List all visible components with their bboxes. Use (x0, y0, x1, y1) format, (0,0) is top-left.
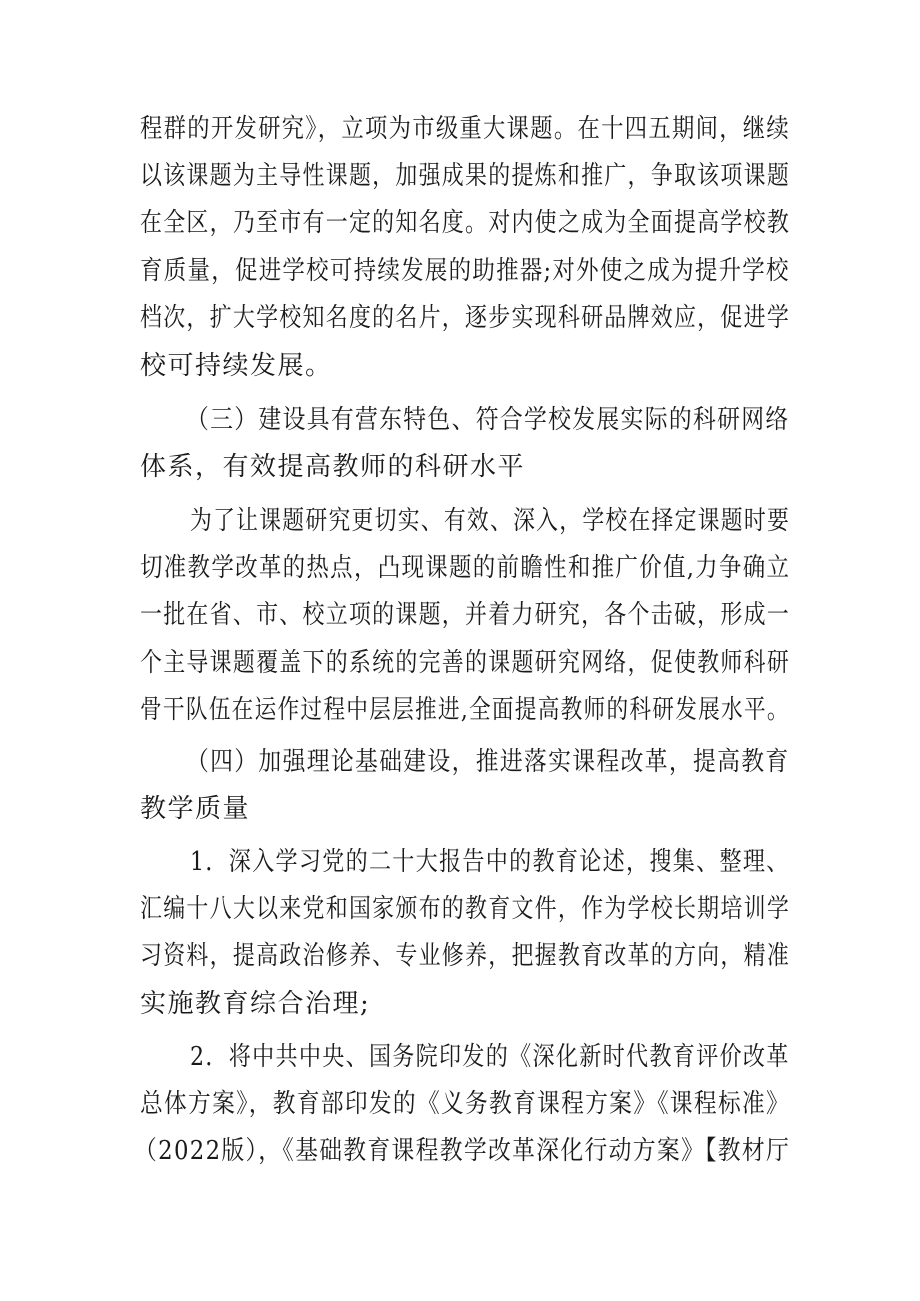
text-line: 汇编十八大以来党和国家颁布的教育文件，作为学校长期培训学 (140, 894, 791, 924)
section-heading: （三）建设具有营东特色、符合学校发展实际的科研网络 (186, 405, 790, 435)
text-line: 程群的开发研究》，立项为市级重大课题。在十四五期间，继续 (140, 114, 791, 144)
text-line: 育质量，促进学校可持续发展的助推器;对外使之成为提升学校 (140, 256, 790, 286)
text-line: 总体方案》，教育部印发的《义务教育课程方案》《课程标准》 (140, 1089, 791, 1119)
section-heading: 教学质量 (140, 794, 251, 824)
section-heading: （四）加强理论基础建设，推进落实课程改革，提高教育 (186, 747, 790, 777)
text-line: 习资料，提高政治修养、专业修养，把握教育改革的方向，精准 (140, 941, 791, 971)
text-line: 个主导课题覆盖下的系统的完善的课题研究网络，促使教师科研 (140, 648, 791, 678)
text-line: 档次，扩大学校知名度的名片，逐步实现科研品牌效应，促进学 (140, 303, 791, 333)
text-line: 骨干队伍在运作过程中层层推进,全面提高教师的科研发展水平。 (140, 695, 790, 725)
list-item: 2．将中共中央、国务院印发的《深化新时代教育评价改革 (190, 1042, 790, 1072)
text-line: 一批在省、市、校立项的课题，并着力研究，各个击破，形成一 (140, 600, 791, 630)
text-line: （2022版），《基础教育课程教学改革深化行动方案》【教材厅 (134, 1136, 791, 1166)
text-line: 为了让课题研究更切实、有效、深入，学校在择定课题时要 (190, 506, 791, 536)
section-heading: 体系，有效提高教师的科研水平 (140, 452, 526, 482)
text-line: 实施教育综合治理; (140, 989, 371, 1019)
text-line: 在全区，乃至市有一定的知名度。对内使之成为全面提高学校教 (140, 208, 791, 238)
text-line: 校可持续发展。 (140, 351, 333, 381)
text-line: 切准教学改革的热点，凸现课题的前瞻性和推广价值,力争确立 (140, 553, 791, 583)
text-line: 以该课题为主导性课题，加强成果的提炼和推广，争取该项课题 (140, 161, 791, 191)
list-item: 1．深入学习党的二十大报告中的教育论述，搜集、整理、 (190, 847, 790, 877)
